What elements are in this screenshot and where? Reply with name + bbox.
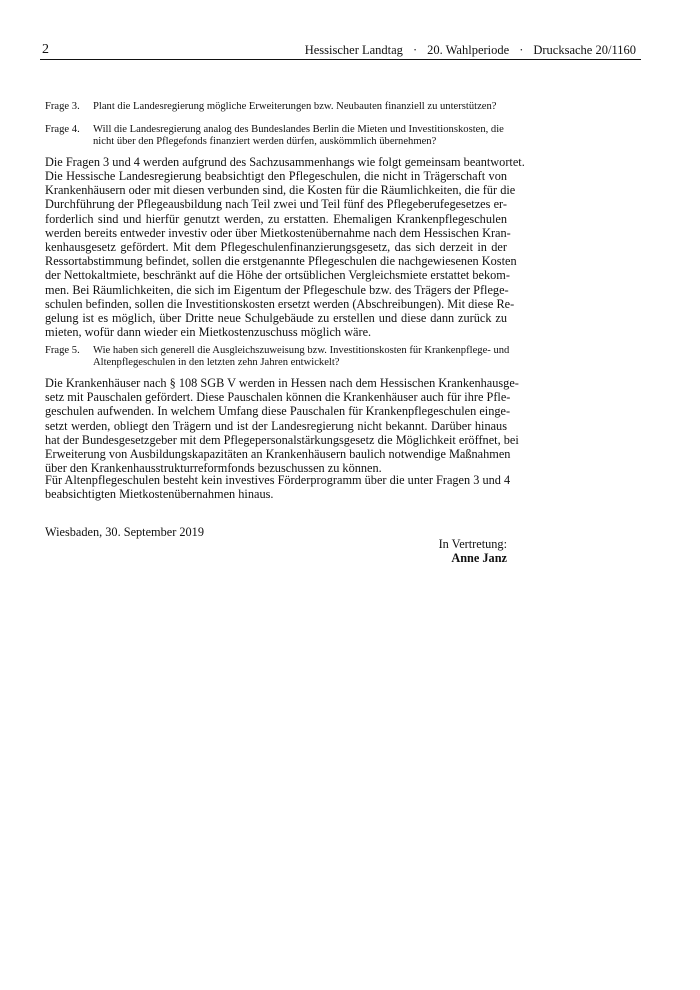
text-line: beabsichtigten Mietkostenübernahmen hinaus. xyxy=(45,487,274,502)
text-line: über den Krankenhausstrukturreformfonds bezuschussen zu können. xyxy=(45,461,382,476)
page-header xyxy=(40,40,640,60)
text-line: Für Altenpflegeschulen besteht kein investives Förderprogramm über die unter Fragen 3 und 4 xyxy=(45,473,511,487)
place-and-date: Wiesbaden, 30. September 2019 xyxy=(45,525,204,539)
question-label: Frage 3. xyxy=(45,101,80,112)
electoral-period: 20. Wahlperiode xyxy=(427,43,510,57)
question-line: Altenpflegeschulen in den letzten zehn Jahren entwickelt? xyxy=(93,357,340,368)
signature-block xyxy=(439,537,507,565)
text-line: forderlich sind und hierfür genutzt werden, zu erstatten. Ehemaligen Krankenpflegeschulen xyxy=(45,211,507,226)
question-3 xyxy=(45,101,510,114)
answer-3-4 xyxy=(45,169,517,340)
text-line: Die Fragen 3 und 4 werden aufgrund des Sachzusammenhangs wie folgt gemeinsam beantwortet. xyxy=(45,155,525,169)
header-separator: · xyxy=(412,43,418,57)
text-line: kenhausgesetz gefördert. Mit dem Pflegeschulenfinanzierungsgesetz, das sich derzeit in der xyxy=(45,240,507,255)
header-separator: · xyxy=(519,43,524,57)
document-number: Drucksache 20/1160 xyxy=(533,43,636,57)
text-line: hat der Bundesgesetzgeber mit dem Pflegepersonalstärkungsgesetz die Möglichkeit eröffnet, bei xyxy=(45,432,519,447)
text-line: Ressortabstimmung befindet, sollen die erstgenannte Pflegeschulen die nachgewiesenen Kosten xyxy=(45,254,517,269)
question-line: nicht über den Pflegefonds finanziert werden dürfen, auskömmlich übernehmen? xyxy=(93,136,437,147)
question-4 xyxy=(45,124,510,150)
question-text: Plant die Landesregierung mögliche Erweiterungen bzw. Neubauten finanziell zu unterstützen? xyxy=(93,101,497,112)
text-line: setzt werden, obliegt den Trägern und ist der Landesregierung nicht bekannt. Darüber hinaus xyxy=(45,418,507,433)
text-line: mieten, wofür dann wieder ein Mietkostenzuschuss möglich wäre. xyxy=(45,325,372,340)
question-5 xyxy=(45,345,510,371)
question-text xyxy=(93,124,510,148)
signatory-name: Anne Janz xyxy=(451,551,507,565)
text-line: Krankenhäusern oder mit diesen verbunden sind, die Kosten für die Räumlichkeiten, die für die xyxy=(45,183,516,198)
question-text xyxy=(93,345,510,369)
text-line: schulen befinden, sollen die Investitionskosten ersetzt werden (Abschreibungen). Mit diese Re- xyxy=(45,296,515,311)
text-line: Erweiterung von Ausbildungskapazitäten an Krankenhäusern baulich notwendige Maßnahmen xyxy=(45,447,511,462)
parliament-name: Hessischer Landtag xyxy=(304,43,403,57)
text-line: Die Krankenhäuser nach § 108 SGB V werden in Hessen nach dem Hessischen Krankenhausge- xyxy=(45,376,519,390)
answer-5 xyxy=(45,376,519,476)
text-line: Die Hessische Landesregierung beabsichtigt den Pflegeschulen, die nicht in Trägerschaft von xyxy=(45,169,507,183)
answer-intro xyxy=(45,155,525,169)
text-line: geschulen aufwenden. In welchem Umfang diese Pauschalen für Krankenpflegeschulen einge- xyxy=(45,404,511,419)
text-line: werden bereits entweder investiv oder über Mietkostenübernahme nach dem Hessischen Kran- xyxy=(45,225,511,240)
text-line: Durchführung der Pflegeausbildung nach Teil zwei und Teil fünf des Pflegeberufegesetzes er- xyxy=(45,197,507,212)
answer-5-altenpflege xyxy=(45,473,511,502)
header-rule xyxy=(40,59,641,60)
question-line: Will die Landesregierung analog des Bundeslandes Berlin die Mieten und Investitionskosten, die xyxy=(93,124,504,135)
text-line: gelung ist es möglich, über Dritte neue Schulgebäude zu erstellen und diese dann zurück zu xyxy=(45,311,507,326)
representation-note: In Vertretung: xyxy=(438,537,507,551)
question-label: Frage 4. xyxy=(45,124,80,135)
question-label: Frage 5. xyxy=(45,345,80,356)
text-line: men. Bei Räumlichkeiten, die sich im Eigentum der Pflegeschule bzw. des Trägers der Pflege- xyxy=(45,282,509,297)
page-number: 2 xyxy=(42,42,49,57)
text-line: setz mit Pauschalen gefördert. Diese Pauschalen können die Krankenhäuser auch für ihre Pfle- xyxy=(45,390,511,405)
text-line: der Nettokaltmiete, beschränkt auf die Höhe der ortsüblichen Vergleichsmiete erstattet bekom- xyxy=(45,268,510,283)
header-meta xyxy=(305,43,636,58)
question-line: Wie haben sich generell die Ausgleichszuweisung bzw. Investitionskosten für Krankenpflege- und xyxy=(93,345,510,356)
